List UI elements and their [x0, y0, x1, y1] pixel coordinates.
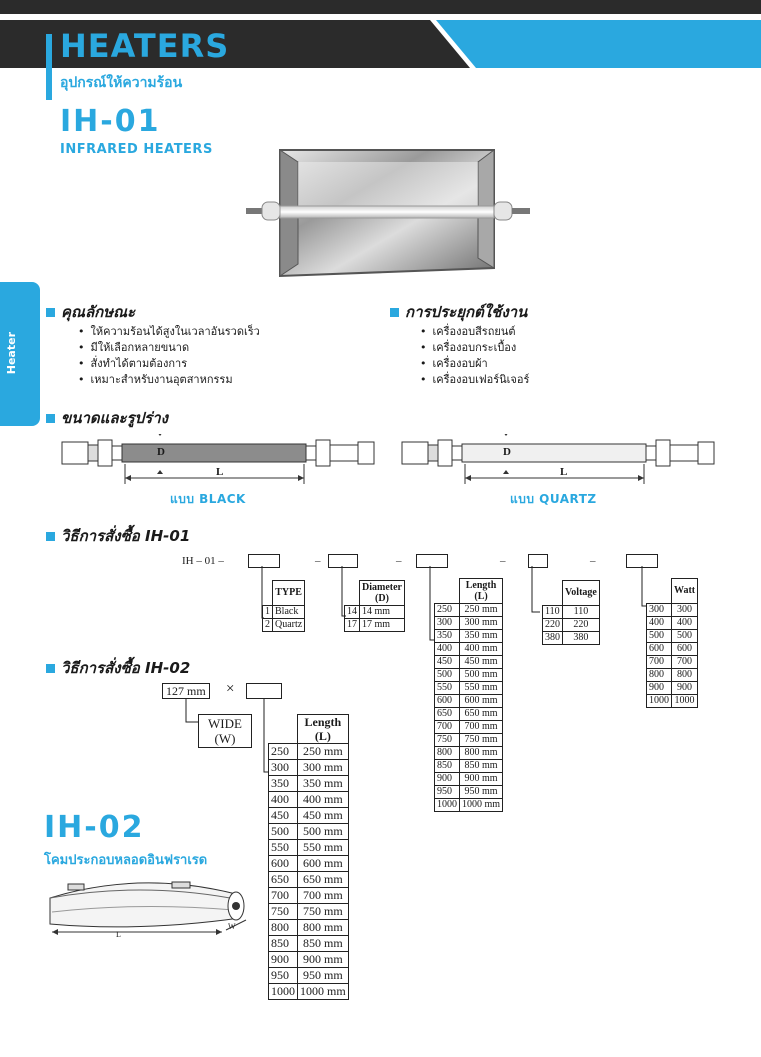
table-row: [269, 808, 349, 824]
table-row: [435, 786, 503, 799]
dimension-d-label: D: [503, 446, 511, 458]
black-tube-drawing: [60, 434, 380, 490]
table-row: [269, 744, 349, 760]
table-cell-value: 250 mm: [460, 604, 503, 617]
table-row: [435, 721, 503, 734]
table-cell-code: 650: [269, 872, 298, 888]
ih02-dimension-w: W: [228, 922, 236, 931]
table-cell-value: 400 mm: [298, 792, 349, 808]
table-cell-value: 350 mm: [298, 776, 349, 792]
table-cell-value: 220: [563, 619, 600, 632]
table-cell-value: 600: [672, 643, 698, 656]
list-item: • สั่งทำได้ตามต้องการ: [78, 356, 260, 372]
table-cell-value: 380: [563, 632, 600, 645]
length-rows-ih02: [269, 744, 349, 1000]
table-cell-value: 400 mm: [460, 643, 503, 656]
table-row: [543, 606, 600, 619]
table-cell-value: 600 mm: [460, 695, 503, 708]
side-tab-heater[interactable]: [0, 282, 40, 426]
page-title: HEATERS: [60, 27, 230, 65]
table-cell-code: 950: [269, 968, 298, 984]
table-row: [435, 656, 503, 669]
watt-table: [646, 578, 698, 708]
table-row: [543, 632, 600, 645]
square-bullet-icon: [46, 308, 55, 317]
table-cell-code: 400: [435, 643, 460, 656]
list-item: • มีให้เลือกหลายขนาด: [78, 340, 260, 356]
code-dash: –: [500, 555, 506, 567]
table-row: [269, 968, 349, 984]
table-cell-code: 900: [647, 682, 672, 695]
table-cell-code: 110: [543, 606, 563, 619]
table-cell-value: 650 mm: [298, 872, 349, 888]
table-row: [435, 747, 503, 760]
length-code-box-ih02[interactable]: [246, 683, 282, 699]
diameter-header: Diameter (D): [360, 581, 405, 606]
table-row: [647, 630, 698, 643]
table-cell-value: 900: [672, 682, 698, 695]
times-sign: ×: [226, 681, 235, 697]
table-row: [435, 669, 503, 682]
table-cell-code: 300: [435, 617, 460, 630]
list-item: • เครื่องอบผ้า: [420, 356, 529, 372]
voltage-table: [542, 580, 600, 645]
table-cell-code: 700: [435, 721, 460, 734]
table-cell-value: 1000 mm: [460, 799, 503, 812]
ih01-subtitle: INFRARED HEATERS: [60, 142, 213, 157]
table-cell-code: 800: [269, 920, 298, 936]
order-ih02-heading: วิธีการสั่งซื้อ IH-02: [46, 656, 190, 680]
table-row: [435, 799, 503, 812]
list-item: • ให้ความร้อนได้สูงในเวลาอันรวดเร็ว: [78, 324, 260, 340]
table-row: [647, 643, 698, 656]
table-row: [435, 773, 503, 786]
table-row: [647, 669, 698, 682]
ih01-product-photo: [238, 146, 538, 282]
table-row: [647, 656, 698, 669]
top-bar: [0, 0, 761, 14]
table-row: [269, 792, 349, 808]
table-cell-value: 500: [672, 630, 698, 643]
ih01-title: IH-01: [60, 104, 161, 139]
table-cell-code: 600: [269, 856, 298, 872]
ih02-dimension-l: L: [116, 930, 121, 939]
table-row: [435, 643, 503, 656]
table-cell-code: 750: [269, 904, 298, 920]
table-cell-code: 350: [269, 776, 298, 792]
table-cell-code: 400: [269, 792, 298, 808]
table-cell-value: 1000: [672, 695, 698, 708]
table-cell-code: 550: [435, 682, 460, 695]
quartz-type-label: แบบ QUARTZ: [510, 492, 597, 506]
voltage-rows: [543, 606, 600, 645]
table-cell-code: 750: [435, 734, 460, 747]
length-rows: [435, 604, 503, 812]
width-value-box: 127 mm: [162, 683, 210, 699]
table-cell-code: 380: [543, 632, 563, 645]
watt-rows: [647, 604, 698, 708]
table-cell-code: 650: [435, 708, 460, 721]
table-row: [269, 824, 349, 840]
square-bullet-icon: [46, 664, 55, 673]
table-cell-value: 700 mm: [298, 888, 349, 904]
table-row: [435, 760, 503, 773]
order-ih01-heading: วิธีการสั่งซื้อ IH-01: [46, 524, 190, 548]
table-row: 17 17 mm: [345, 619, 405, 632]
table-cell-code: 600: [435, 695, 460, 708]
table-cell-value: 300: [672, 604, 698, 617]
list-item: • เครื่องอบสีรถยนต์: [420, 324, 529, 340]
table-cell-code: 900: [435, 773, 460, 786]
length-table-ih01: [434, 578, 503, 812]
table-row: [647, 604, 698, 617]
table-cell-code: 450: [435, 656, 460, 669]
dimensions-heading: ขนาดและรูปร่าง: [46, 406, 168, 430]
table-row: [543, 619, 600, 632]
table-cell-value: 950 mm: [298, 968, 349, 984]
ih02-subtitle: โคมประกอบหลอดอินฟราเรด: [44, 853, 208, 868]
table-cell-value: 800 mm: [460, 747, 503, 760]
table-cell-value: 900 mm: [460, 773, 503, 786]
table-cell-value: 450 mm: [460, 656, 503, 669]
features-list: [78, 324, 260, 388]
table-row: [435, 604, 503, 617]
list-item: • เครื่องอบเฟอร์นิเจอร์: [420, 372, 529, 388]
table-cell-value: 350 mm: [460, 630, 503, 643]
quartz-tube-drawing: [400, 434, 720, 490]
table-cell-value: 750 mm: [460, 734, 503, 747]
square-bullet-icon: [46, 532, 55, 541]
table-row: [269, 840, 349, 856]
table-cell-code: 900: [269, 952, 298, 968]
table-row: [647, 682, 698, 695]
table-row: [435, 617, 503, 630]
table-cell-code: 800: [435, 747, 460, 760]
table-row: 1 Black: [263, 606, 305, 619]
dimension-l-label: L: [216, 466, 224, 478]
table-row: [269, 920, 349, 936]
table-cell-code: 600: [647, 643, 672, 656]
table-cell-code: 450: [269, 808, 298, 824]
table-cell-value: 250 mm: [298, 744, 349, 760]
table-row: [269, 776, 349, 792]
table-row: [435, 708, 503, 721]
table-row: [269, 984, 349, 1000]
table-cell-value: 650 mm: [460, 708, 503, 721]
length-table-ih02: [268, 714, 349, 1000]
table-cell-code: 550: [269, 840, 298, 856]
table-row: [647, 617, 698, 630]
table-cell-code: 950: [435, 786, 460, 799]
table-row: [269, 760, 349, 776]
diameter-table: [344, 580, 405, 632]
table-cell-value: 600 mm: [298, 856, 349, 872]
table-cell-code: 500: [269, 824, 298, 840]
table-row: [435, 682, 503, 695]
table-cell-value: 400: [672, 617, 698, 630]
table-row: [435, 734, 503, 747]
table-cell-value: 550 mm: [460, 682, 503, 695]
table-cell-value: 1000 mm: [298, 984, 349, 1000]
applications-heading: การประยุกต์ใช้งาน: [390, 300, 527, 324]
table-row: [269, 856, 349, 872]
table-cell-code: 220: [543, 619, 563, 632]
table-row: [269, 888, 349, 904]
table-cell-code: 400: [647, 617, 672, 630]
table-cell-value: 450 mm: [298, 808, 349, 824]
length-header: Length (L): [460, 579, 503, 604]
table-cell-code: 700: [269, 888, 298, 904]
page-subtitle: อุปกรณ์ให้ความร้อน: [60, 75, 183, 91]
table-cell-value: 900 mm: [298, 952, 349, 968]
table-row: [269, 872, 349, 888]
table-cell-code: 700: [647, 656, 672, 669]
code-dash: –: [590, 555, 596, 567]
code-dash: –: [315, 555, 321, 567]
ih02-title: IH-02: [44, 810, 145, 845]
table-cell-value: 850 mm: [460, 760, 503, 773]
table-row: [269, 952, 349, 968]
watt-header: Watt: [672, 579, 698, 604]
table-cell-value: 500 mm: [298, 824, 349, 840]
black-type-label: แบบ BLACK: [170, 492, 246, 506]
table-cell-value: 850 mm: [298, 936, 349, 952]
header-accent-bar: [46, 34, 52, 100]
table-cell-value: 800 mm: [298, 920, 349, 936]
type-table: [262, 580, 305, 632]
table-cell-code: 800: [647, 669, 672, 682]
voltage-header: Voltage: [563, 581, 600, 606]
table-cell-code: 1000: [647, 695, 672, 708]
table-cell-code: 500: [647, 630, 672, 643]
table-cell-code: 250: [435, 604, 460, 617]
list-item: • เหมาะสำหรับงานอุตสาหกรรม: [78, 372, 260, 388]
table-cell-value: 700: [672, 656, 698, 669]
table-row: [435, 695, 503, 708]
table-row: [269, 904, 349, 920]
table-cell-value: 800: [672, 669, 698, 682]
ih02-lamp-drawing: [40, 872, 250, 942]
square-bullet-icon: [390, 308, 399, 317]
table-cell-code: 500: [435, 669, 460, 682]
table-cell-code: 1000: [269, 984, 298, 1000]
dimension-d-label: D: [157, 446, 165, 458]
length-header-ih02: Length (L): [298, 715, 349, 744]
table-row: 2 Quartz: [263, 619, 305, 632]
type-header: TYPE: [273, 581, 305, 606]
table-cell-code: 850: [435, 760, 460, 773]
table-row: [647, 695, 698, 708]
table-cell-code: 300: [269, 760, 298, 776]
square-bullet-icon: [46, 414, 55, 423]
wide-label-box: WIDE (W): [198, 714, 252, 748]
table-cell-value: 110: [563, 606, 600, 619]
table-cell-value: 500 mm: [460, 669, 503, 682]
table-cell-value: 700 mm: [460, 721, 503, 734]
table-cell-value: 300 mm: [298, 760, 349, 776]
table-cell-value: 950 mm: [460, 786, 503, 799]
table-row: [435, 630, 503, 643]
table-cell-value: 300 mm: [460, 617, 503, 630]
order-code-prefix: IH – 01 –: [182, 555, 224, 567]
list-item: • เครื่องอบกระเบื้อง: [420, 340, 529, 356]
table-cell-code: 850: [269, 936, 298, 952]
table-cell-code: 1000: [435, 799, 460, 812]
dimension-l-label: L: [560, 466, 568, 478]
applications-list: [420, 324, 529, 388]
table-row: [269, 936, 349, 952]
code-dash: –: [396, 555, 402, 567]
side-tab-label: Heater: [5, 332, 18, 375]
table-cell-code: 350: [435, 630, 460, 643]
table-cell-value: 550 mm: [298, 840, 349, 856]
table-cell-value: 750 mm: [298, 904, 349, 920]
table-cell-code: 250: [269, 744, 298, 760]
table-row: 14 14 mm: [345, 606, 405, 619]
features-heading: คุณลักษณะ: [46, 300, 135, 324]
table-cell-code: 300: [647, 604, 672, 617]
